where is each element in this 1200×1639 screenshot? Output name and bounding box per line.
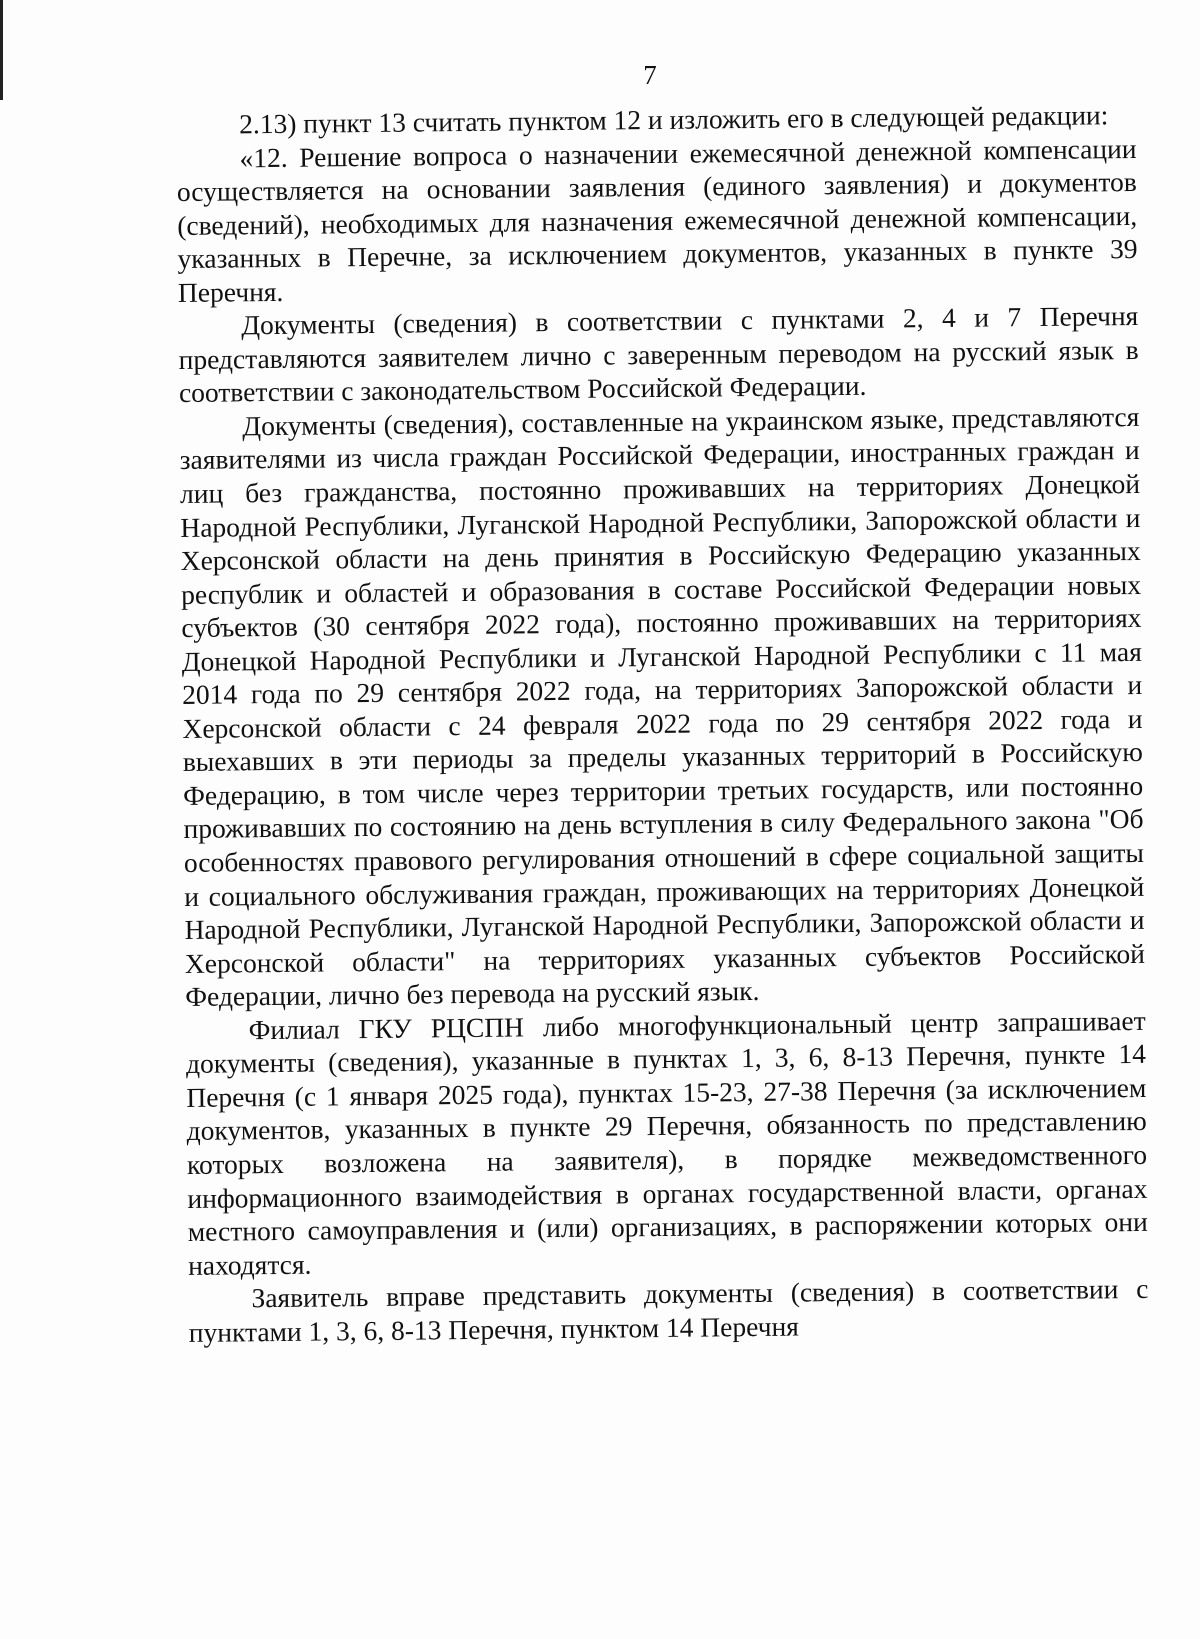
paragraph-interagency-request: Филиал ГКУ РЦСПН либо многофункциональный центр запрашивает документы (сведения), указанные в пунктах 1, 3, 6, 8-13 Перечня, пункте 14 Перечня (с 1 января 2025 года), пунктах 15-23, 27-38 Перечня (за исключением документов, указанных в пункте 29 Перечня, обязанность по представлению которых возложена на заявителя), в порядке межведомственного информационного взаимодействия в органах государственной власти, органах местного самоуправления и (или) организациях, в распоряжении которых они находятся.: [185, 1004, 1148, 1281]
paragraph-documents-translation: Документы (сведения) в соответствии с пунктами 2, 4 и 7 Перечня представляются заявителем лично с заверенным переводом на русский язык в соответствии с законодательством Российской Федерации.: [178, 300, 1139, 409]
document-body: [176, 98, 1149, 1349]
paragraph-ukrainian-documents: Документы (сведения), составленные на украинском языке, представляются заявителями из числа граждан Российской Федерации, иностранных граждан и лиц без гражданства, постоянно проживавших на территориях Донецкой Народной Республики, Луганской Народной Республики, Запорожской области и Херсонской области на день принятия в Российскую Федерацию указанных республик и областей и образования в составе Российской Федерации новых субъектов (30 сентября 2022 года), постоянно проживавших на территориях Донецкой Народной Республики и Луганской Народной Республики с 11 мая 2014 года по 29 сентября 2022 года, на территориях Запорожской области и Херсонской области с 24 февраля 2022 года по 29 сентября 2022 года и выехавших в эти периоды за пределы указанных территорий в Российскую Федерацию, в том числе через территории третьих государств, или постоянно проживавших по состоянию на день вступления в силу Федерального закона "Об особенностях правового регулирования отношений в сфере социальной защиты и социального обслуживания граждан, проживающих на территориях Донецкой Народной Республики, Луганской Народной Республики, Запорожской области и Херсонской области" на территориях указанных субъектов Российской Федерации, лично без перевода на русский язык.: [179, 400, 1146, 1013]
paragraph-decision-compensation: «12. Решение вопроса о назначении ежемесячной денежной компенсации осуществляется на основании заявления (единого заявления) и документов (сведений), необходимых для назначения ежемесячной денежной компенсации, указанных в Перечне, за исключением документов, указанных в пункте 39 Перечня.: [176, 132, 1138, 308]
paragraph-item-2-13: 2.13) пункт 13 считать пунктом 12 и изложить его в следующей редакции:: [239, 99, 1109, 140]
paragraph-applicant-right: Заявитель вправе представить документы (сведения) в соответствии с пунктами 1, 3, 6, 8-13 Перечня, пунктом 14 Перечня: [188, 1273, 1149, 1348]
page-number: 7: [643, 60, 657, 90]
